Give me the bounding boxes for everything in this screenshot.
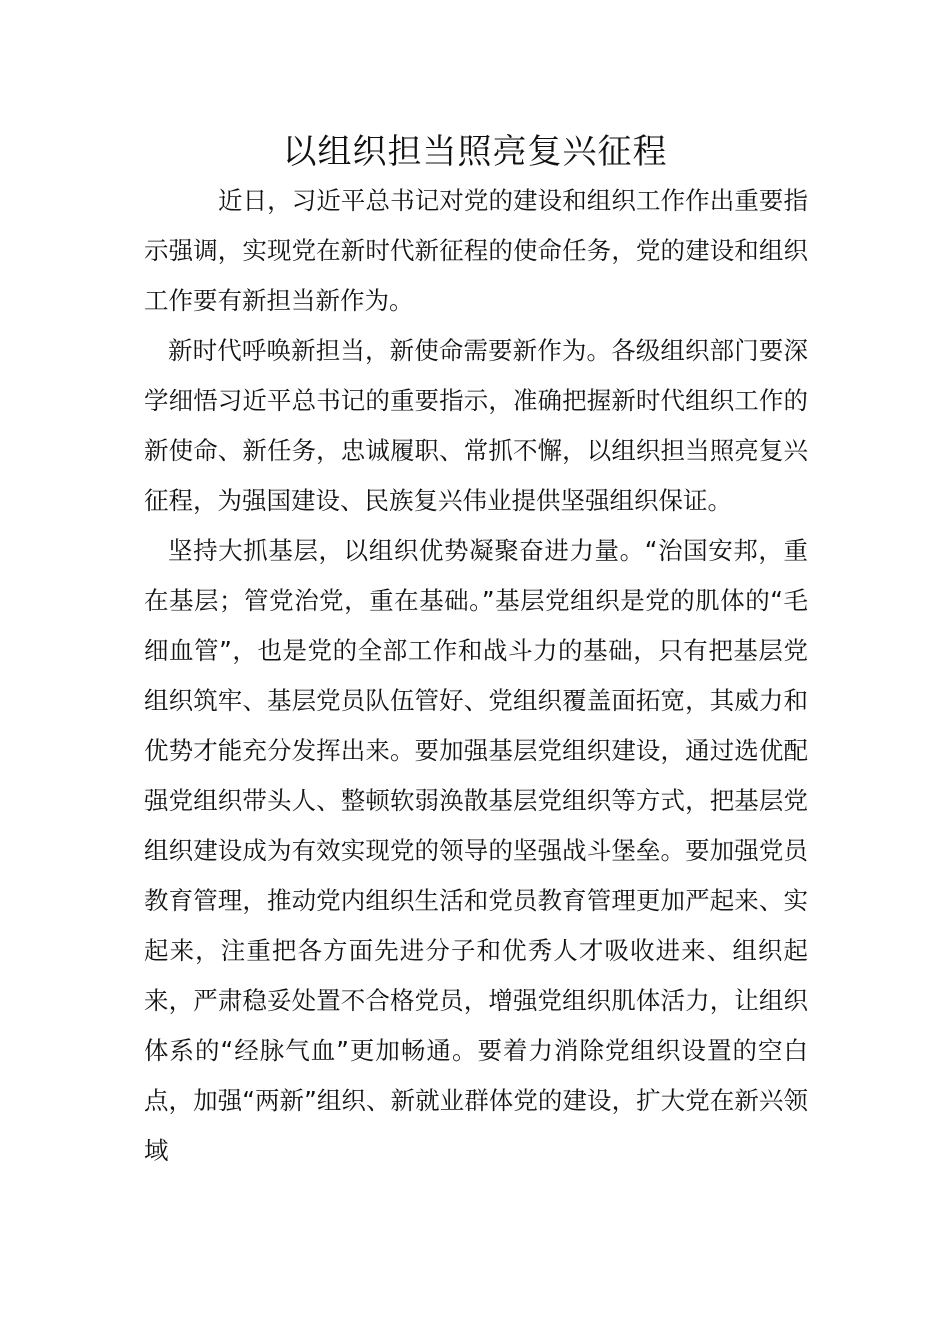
paragraph-new-era: 新时代呼唤新担当，新使命需要新作为。各级组织部门要深学细悟习近平总书记的重要指示，准确把握新时代组织工作的新使命、新任务，忠诚履职、常抓不懈，以组织担当照亮复兴征程，为强国建设、民族复兴伟业提供坚强组织保证。 xyxy=(144,336,808,515)
document-title: 以组织担当照亮复兴征程 xyxy=(282,132,668,172)
paragraph-grassroots: 坚持大抓基层，以组织优势凝聚奋进力量。“治国安邦，重在基层；管党治党，重在基础。”基层党组织是党的肌体的“毛细血管”，也是党的全部工作和战斗力的基础，只有把基层党组织筑牢、基层党员队伍管好、党组织覆盖面拓宽，其威力和优势才能充分发挥出来。要加强基层党组织建设，通过选优配强党组织带头人、整顿软弱涣散基层党组织等方式，把基层党组织建设成为有效实现党的领导的坚强战斗堡垒。要加强党员教育管理，推动党内组织生活和党员教育管理更加严起来、实起来，注重把各方面先进分子和优秀人才吸收进来、组织起来，严肃稳妥处置不合格党员，增强党组织肌体活力，让组织体系的“经脉气血”更加畅通。要着力消除党组织设置的空白点，加强“两新”组织、新就业群体党的建设，扩大党在新兴领域 xyxy=(144,536,808,1165)
paragraph-intro: 近日，习近平总书记对党的建设和组织工作作出重要指示强调，实现党在新时代新征程的使命任务，党的建设和组织工作要有新担当新作为。 xyxy=(144,186,808,315)
document-body xyxy=(144,176,808,1176)
